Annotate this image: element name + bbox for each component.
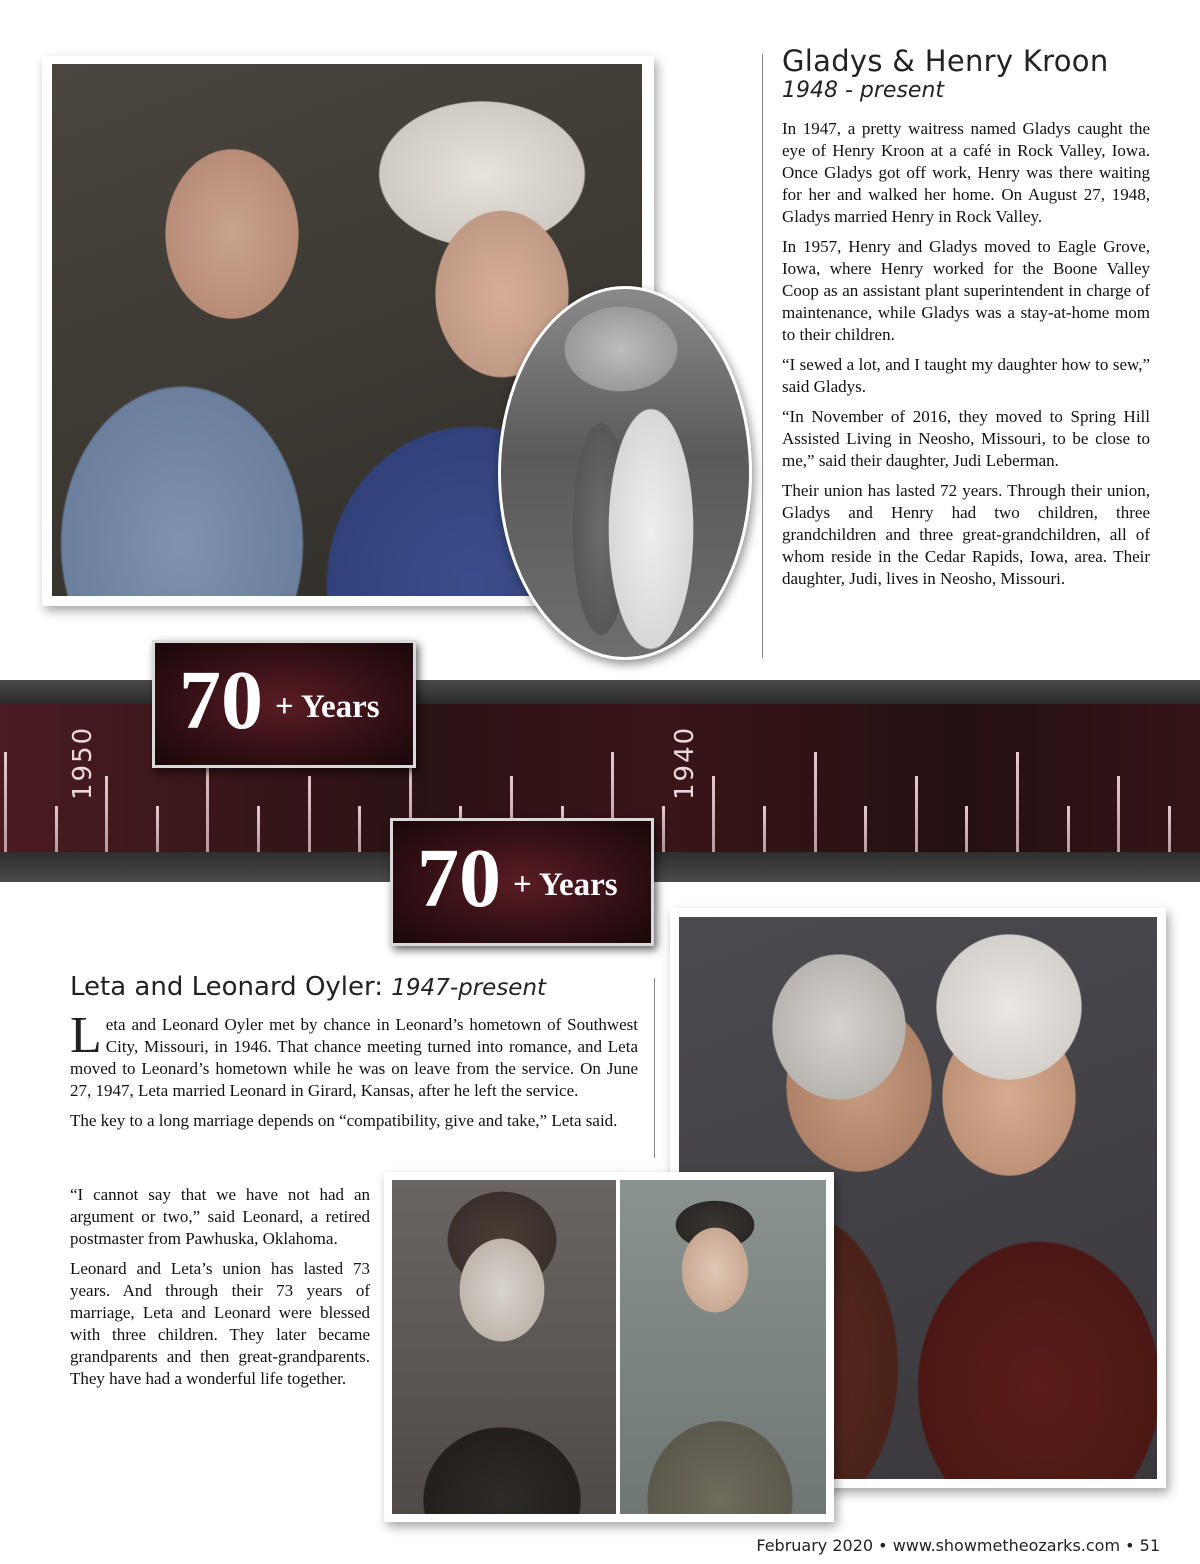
photo-young-leonard: [620, 1180, 826, 1514]
article-title-oyler: [70, 972, 546, 1002]
timeline-tick: [712, 776, 715, 852]
photo-oyler-young: [384, 1172, 834, 1522]
timeline-tick: [1168, 806, 1171, 852]
paragraph: The key to a long marriage depends on “compatibility, give and take,” Leta said.: [70, 1111, 618, 1130]
paragraph: [70, 1007, 638, 1102]
timeline-tick: [662, 806, 665, 852]
timeline-tick: [257, 806, 260, 852]
timeline-tick: [1117, 776, 1120, 852]
paragraph: “I cannot say that we have not had an argument or two,” said Leonard, a retired postmaster from Pawhuska, Oklahoma.: [70, 1185, 370, 1248]
timeline-tick: [4, 752, 7, 852]
paragraph: “I sewed a lot, and I taught my daughter how to sew,” said Gladys.: [782, 355, 1150, 396]
paragraph: Leonard and Leta’s union has lasted 73 years. And through their 73 years of marriage, Leta and Leonard were blessed with three children. They later became grandparents and then great-grandparents. They have had a wonderful life together.: [70, 1259, 370, 1388]
dropcap: L: [70, 1007, 102, 1064]
timeline-tick: [915, 776, 918, 852]
badge-text: + Years: [275, 689, 380, 725]
timeline-tick: [814, 752, 817, 852]
paragraph-text: eta and Leonard Oyler met by chance in Leonard’s hometown of Southwest City, Missouri, in 1946. That chance meeting turned into romance, and Leta moved to Leonard’s hometown while he was on leave from the service. On June 27, 1947, Leta married Leonard in Girard, Kansas, after he left the service.: [70, 1015, 638, 1100]
article-title-oyler-name: Leta and Leonard Oyler:: [70, 972, 384, 1002]
badge-70-years-bottom: [390, 818, 654, 946]
timeline-tick: [358, 806, 361, 852]
timeline-tick: [1016, 752, 1019, 852]
article-body-oyler-top: [70, 1007, 638, 1140]
column-divider: [762, 54, 763, 658]
timeline-tick: [105, 776, 108, 852]
timeline-tick: [1067, 806, 1070, 852]
timeline-tick: [864, 806, 867, 852]
article-body-kroon: [782, 118, 1150, 598]
paragraph: “In November of 2016, they moved to Spring Hill Assisted Living in Neosho, Missouri, to be close to me,” said their daughter, Judi Leberman.: [782, 407, 1150, 470]
article-dates-oyler: 1947-present: [391, 975, 547, 1001]
badge-70-years-top: [152, 640, 416, 768]
photo-young-leta: [392, 1180, 616, 1514]
paragraph: In 1947, a pretty waitress named Gladys caught the eye of Henry Kroon at a café in Rock Valley, Iowa. Once Gladys got off work, Henry was there waiting for her and walked her home. On August 27, 1948, Gladys married Henry in Rock Valley.: [782, 119, 1150, 226]
timeline-year-1940: 1940: [670, 725, 700, 800]
timeline-tick: [55, 806, 58, 852]
timeline-tick: [965, 806, 968, 852]
article-dates-kroon: 1948 - present: [782, 78, 945, 103]
article-body-oyler-narrow: [70, 1184, 370, 1398]
badge-number: 70: [417, 832, 501, 925]
paragraph: In 1957, Henry and Gladys moved to Eagle Grove, Iowa, where Henry worked for the Boone Valley Coop as an assistant plant superintendent in charge of maintenance, while Gladys was a stay-at-home mom to their children.: [782, 237, 1150, 344]
timeline-tick: [308, 776, 311, 852]
timeline-tick: [763, 806, 766, 852]
timeline-year-1950: 1950: [68, 725, 98, 800]
paragraph: Their union has lasted 72 years. Through their union, Gladys and Henry had two children, three grandchildren and three great-grandchildren, all of whom reside in the Cedar Rapids, Iowa, area. Their daughter, Judi, lives in Neosho, Missouri.: [782, 481, 1150, 588]
article-title-kroon: Gladys & Henry Kroon: [782, 44, 1109, 78]
photo-kroon-wedding: [498, 286, 752, 660]
timeline-tick: [156, 806, 159, 852]
badge-text: + Years: [513, 867, 618, 903]
page-footer: February 2020 • www.showmetheozarks.com • 51: [756, 1536, 1160, 1555]
badge-number: 70: [179, 654, 263, 747]
column-divider: [654, 978, 655, 1158]
